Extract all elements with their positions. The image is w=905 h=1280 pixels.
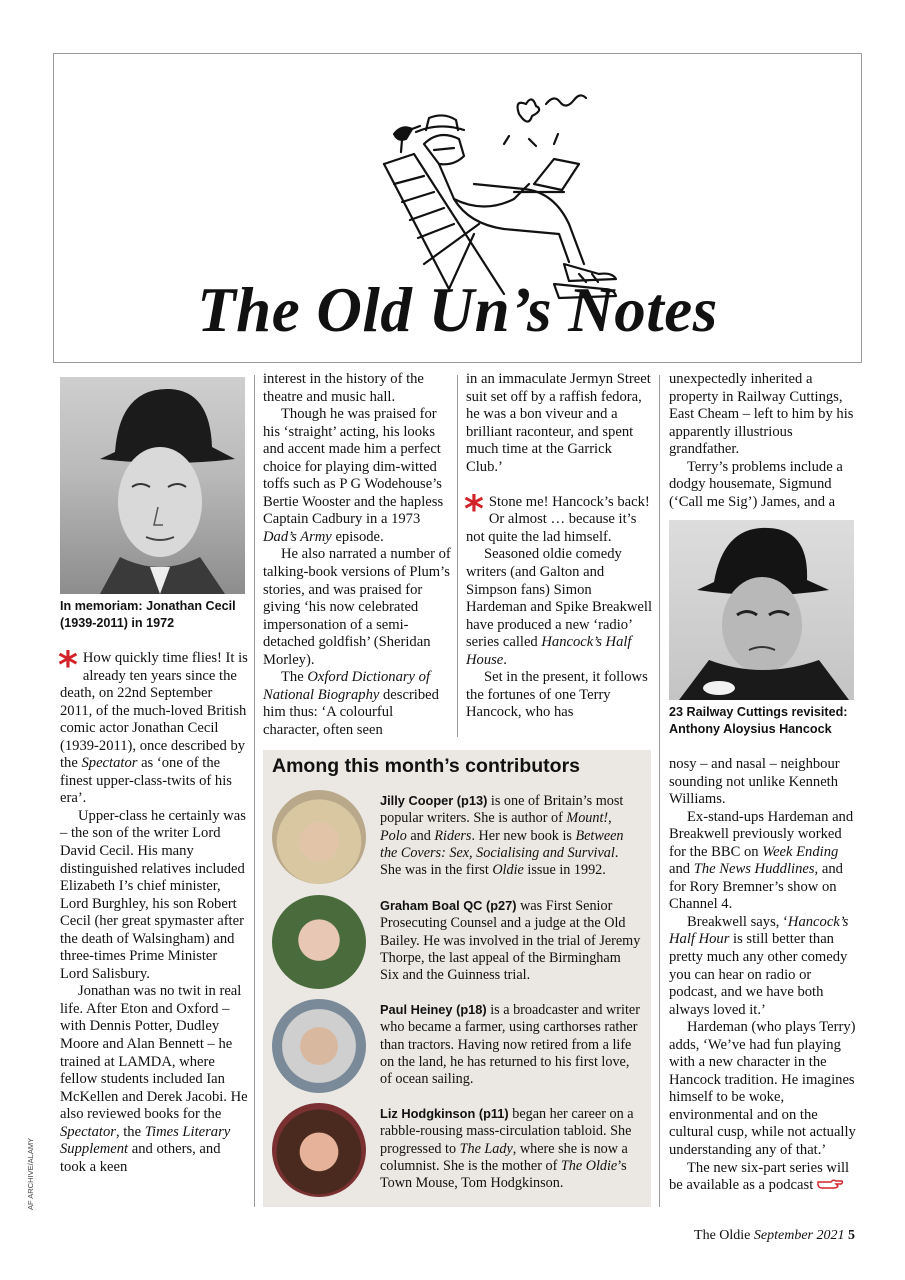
magazine-name: The Oldie — [694, 1228, 751, 1243]
column-1 — [60, 650, 248, 1176]
contributors-title: Among this month’s contributors — [272, 755, 581, 777]
column-3 — [466, 371, 652, 722]
pointing-hand-icon — [817, 1178, 843, 1190]
header-box — [53, 53, 862, 363]
contributor-liz-hodgkinson: Liz Hodgkinson (p11) began her career on a rabble-rousing mass-circulation tabloid. She progressed to The Lady, where she is now a columnist. She is the mother of The Oldie’s Town Mouse, Tom Hodgkinson. — [380, 1106, 634, 1192]
issue-date: September 2021 — [753, 1228, 845, 1243]
caption-hancock: 23 Railway Cuttings revisited: Anthony Aloysius Hancock — [669, 705, 848, 736]
caption-cecil: In memoriam: Jonathan Cecil (1939-2011) in 1972 — [60, 599, 236, 630]
page-number: 5 — [848, 1228, 855, 1243]
paragraph: Seasoned oldie comedy writers (and Galton and Simpson fans) Simon Hardeman and Spike Breakwell have produced a new ‘radio’ series called Hancock’s Half House. — [466, 546, 653, 668]
red-asterisk-icon: * — [464, 493, 484, 524]
paragraph: Jonathan was no twit in real life. After Eton and Oxford – with Dennis Potter, Dudley Moore and Alan Bennett – he trained at LAMDA, where fellow students included Ian McKellen and Derek Jacobi. He also reviewed books for the Spectator, the Times Literary Supplement and others, and took a keen — [60, 983, 248, 1175]
paragraph: The Oxford Dictionary of National Biography described him thus: ‘A colourful character, often seen — [263, 669, 439, 738]
paragraph: Though he was praised for his ‘straight’ acting, his looks and accent made him a perfect choice for playing dim-witted toffs such as P G Wodehouse’s Bertie Wooster and the hapless Captain Cadbury in a 1973 Dad’s Army episode. — [263, 406, 444, 545]
paragraph: Ex-stand-ups Hardeman and Breakwell previously worked for the BBC on Week Ending and The News Huddlines, and for Rory Bremner’s show on Channel 4. — [669, 808, 854, 913]
column-4-bottom — [669, 756, 857, 1195]
column-rule — [659, 375, 660, 1207]
paragraph: interest in the history of the theatre and music hall. — [263, 371, 424, 405]
contributor-paul-heiney: Paul Heiney (p18) is a broadcaster and writer who became a farmer, using carthorses rather than tractors. Having now retired from a life on the land, he has returned to his first love, of ocean sailing. — [380, 1002, 640, 1088]
paul-heiney-portrait — [272, 999, 366, 1093]
contributors-box — [263, 750, 651, 1207]
jilly-cooper-portrait — [272, 790, 366, 884]
paragraph: Set in the present, it follows the fortunes of one Terry Hancock, who has — [466, 669, 648, 721]
jonathan-cecil-photo — [60, 377, 245, 594]
paragraph: unexpectedly inherited a property in Railway Cuttings, East Cheam – left to him by his apparently illustrious grandfather. — [669, 371, 854, 458]
page-footer — [694, 1228, 855, 1244]
paragraph: Breakwell says, ‘Hancock’s Half Hour is still better than pretty much any other comedy you can hear on radio or podcast, and we have both always loved it.’ — [669, 913, 849, 1018]
photo-credit: AF ARCHIVE/ALAMY — [26, 1137, 35, 1210]
liz-hodgkinson-portrait — [272, 1103, 366, 1197]
paragraph: Upper-class he certainly was – the son of the writer Lord David Cecil. His many distinguished relatives included Elizabeth I’s chief minister, Lord Burghley, his son Robert Cecil (her great spymaster after the death of Walsingham) and three-times Prime Minister Lord Salisbury. — [60, 807, 246, 982]
paragraph: Hardeman (who plays Terry) adds, ‘We’ve had fun playing with a new character in the Hancock tradition. He imagines himself to be woke, environmental and on the cultural cusp, while not actually understanding any of that.’ — [669, 1019, 856, 1159]
paragraph: Terry’s problems include a dodgy housemate, Sigmund (‘Call me Sig’) James, and a — [669, 458, 843, 510]
page-title: The Old Un’s Notes — [197, 275, 718, 345]
hancock-photo — [669, 520, 854, 700]
column-rule — [457, 375, 458, 737]
contributor-jilly-cooper: Jilly Cooper (p13) is one of Britain’s most popular writers. She is author of Mount!, Polo and Riders. Her new book is Between the Covers: Sex, Socialising and Survival. She was in the first Oldie issue in 1992. — [380, 793, 624, 879]
red-asterisk-icon: * — [58, 650, 78, 680]
paragraph: nosy – and nasal – neighbour sounding not unlike Kenneth Williams. — [669, 756, 840, 808]
column-rule — [254, 375, 255, 1207]
column-4-top — [669, 371, 857, 511]
paragraph: in an immaculate Jermyn Street suit set off by a raffish fedora, he was a bon viveur and a brilliant raconteur, and spent much time at the Garrick Club.’ — [466, 371, 651, 475]
paragraph: * Stone me! Hancock’s back! Or almost … because it’s not quite the lad himself. — [464, 493, 650, 545]
column-2 — [263, 371, 452, 739]
contributor-graham-boal: Graham Boal QC (p27) was First Senior Prosecuting Counsel and a judge at the Old Bailey. He was involved in the trial of Jeremy Thorpe, the last appeal of the Birmingham Six and the Guinness trial. — [380, 898, 641, 984]
paragraph: He also narrated a number of talking-book versions of Plum’s stories, and was praised for giving ‘his now celebrated impersonation of a semi-detached goldfish’ (Sheridan Morley). — [263, 546, 451, 668]
paragraph: * How quickly time flies! It is already ten years since the death, on 22nd September 2011, of the much-loved British comic actor Jonathan Cecil (1939-2011), once described by the Spectator as ‘one of the finest upper-class-twits of his era’. — [58, 650, 248, 807]
paragraph: The new six-part series will be available as a podcast — [669, 1159, 850, 1194]
graham-boal-portrait — [272, 895, 366, 989]
